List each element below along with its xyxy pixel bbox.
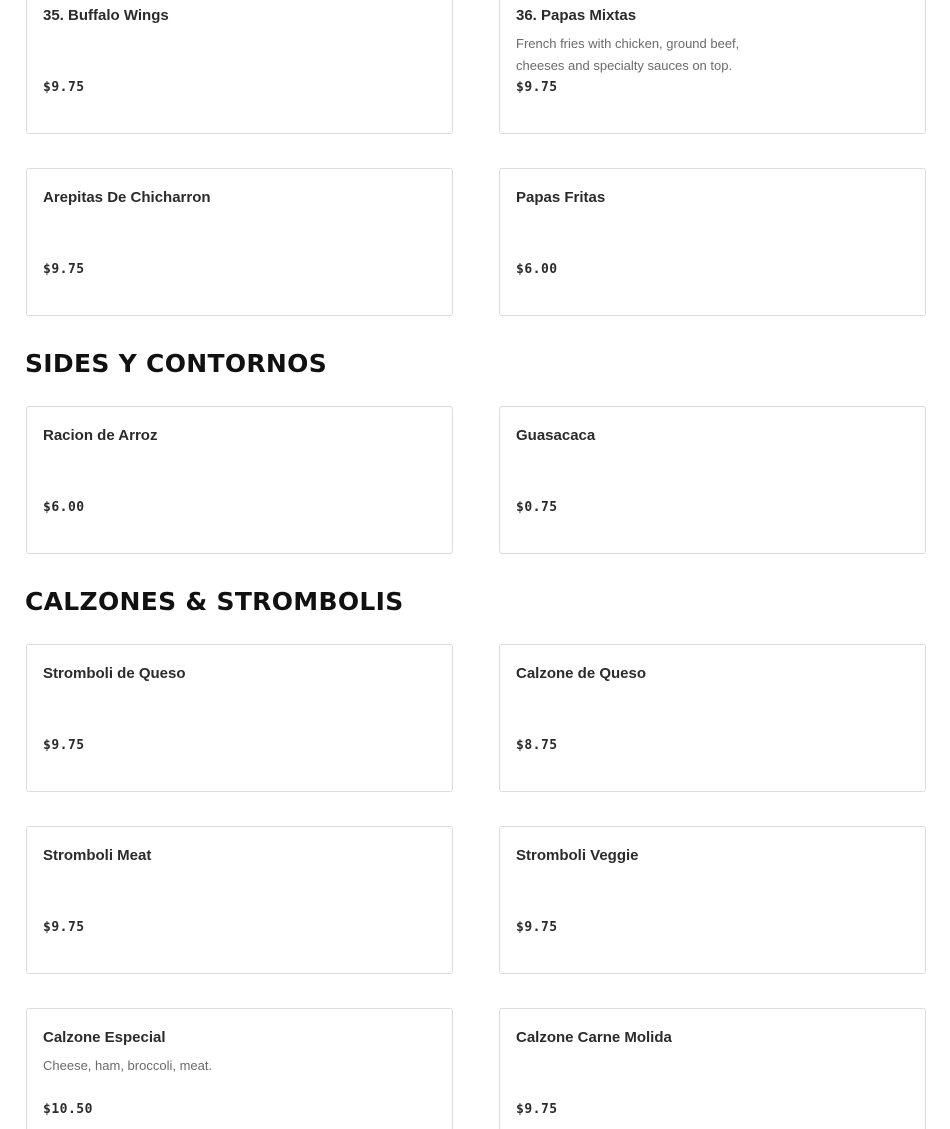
menu-item-name: Calzone Carne Molida <box>516 1029 672 1046</box>
menu-item-price: $8.75 <box>516 738 558 753</box>
menu-item-price: $9.75 <box>43 262 85 277</box>
menu-item-price: $6.00 <box>43 500 85 515</box>
menu-item-price: $9.75 <box>516 1102 558 1117</box>
menu-item-card[interactable] <box>499 406 926 554</box>
menu-item-price: $9.75 <box>43 920 85 935</box>
menu-item-price: $0.75 <box>516 500 558 515</box>
menu-item-name: Stromboli Veggie <box>516 847 639 864</box>
menu-item-price: $9.75 <box>43 80 85 95</box>
menu-item-name: Calzone de Queso <box>516 665 647 682</box>
menu-item-name: Papas Fritas <box>516 189 606 206</box>
menu-item-card[interactable] <box>26 1008 453 1129</box>
menu-item-price: $6.00 <box>516 262 558 277</box>
menu-item-name: 36. Papas Mixtas <box>516 7 637 24</box>
menu-item-card[interactable] <box>26 0 453 134</box>
menu-item-card[interactable] <box>26 406 453 554</box>
menu-item-name: 35. Buffalo Wings <box>43 7 169 24</box>
menu-item-name: Stromboli de Queso <box>43 665 186 682</box>
menu-item-card[interactable] <box>499 0 926 134</box>
menu-item-card[interactable] <box>499 1008 926 1129</box>
menu-item-name: Stromboli Meat <box>43 847 152 864</box>
menu-item-description: French fries with chicken, ground beef, cheeses and specialty sauces on top. <box>516 36 740 73</box>
menu-item-card[interactable] <box>26 168 453 316</box>
menu-item-price: $9.75 <box>516 920 558 935</box>
menu-item-price: $9.75 <box>516 80 558 95</box>
menu-item-name: Racion de Arroz <box>43 427 158 444</box>
menu-item-name: Arepitas De Chicharron <box>43 189 211 206</box>
menu-item-name: Calzone Especial <box>43 1029 166 1046</box>
menu-item-price: $9.75 <box>43 738 85 753</box>
menu-item-description: Cheese, ham, broccoli, meat. <box>43 1058 213 1073</box>
menu-item-card[interactable] <box>499 644 926 792</box>
menu-item-price: $10.50 <box>43 1102 93 1117</box>
section-title: CALZONES & STROMBOLIS <box>25 587 404 616</box>
menu-item-name: Guasacaca <box>516 427 596 444</box>
menu-item-card[interactable] <box>26 644 453 792</box>
menu-item-card[interactable] <box>499 168 926 316</box>
section-title: SIDES Y CONTORNOS <box>25 349 328 378</box>
menu-item-card[interactable] <box>26 826 453 974</box>
menu-item-card[interactable] <box>499 826 926 974</box>
